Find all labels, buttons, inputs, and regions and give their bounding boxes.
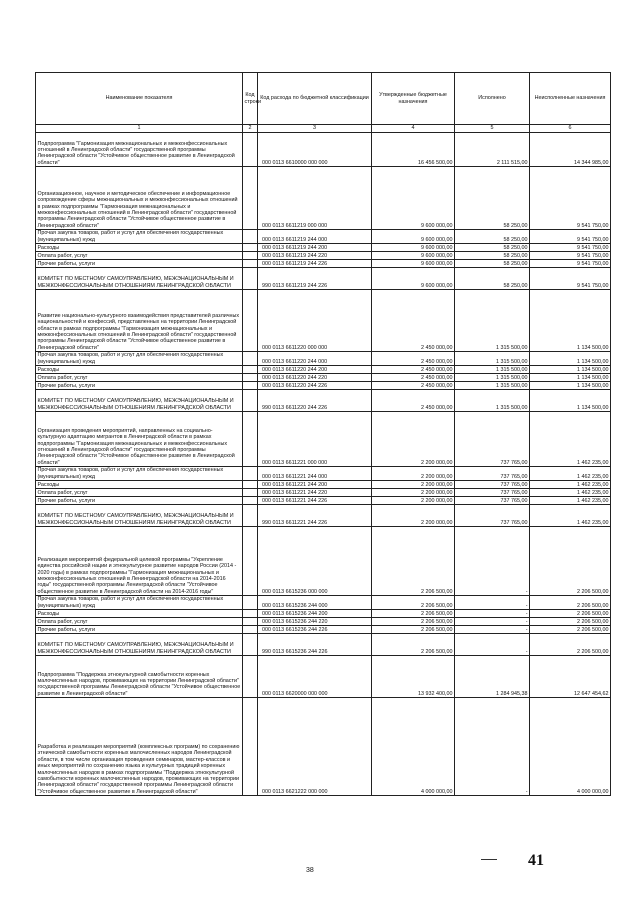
row-executed: 737 765,00 [455, 412, 530, 467]
row-approved: 2 206 500,00 [372, 626, 455, 634]
table-row [36, 412, 611, 467]
row-approved: 13 932 400,00 [372, 656, 455, 698]
row-budget-code: 000 0113 6620000 000 000 [258, 656, 372, 698]
row-unexecuted: 1 462 235,00 [530, 497, 611, 505]
row-line-code [243, 352, 258, 366]
row-approved: 2 200 000,00 [372, 497, 455, 505]
row-line-code [243, 698, 258, 796]
row-name: Прочая закупка товаров, работ и услуг для обеспечения государственных (муниципальных) нужд [36, 230, 243, 244]
row-line-code [243, 382, 258, 390]
row-line-code [243, 634, 258, 656]
row-line-code [243, 374, 258, 382]
row-approved: 2 206 500,00 [372, 634, 455, 656]
pen-mark [481, 859, 497, 860]
row-line-code [243, 656, 258, 698]
row-budget-code: 990 0113 6611221 244 226 [258, 505, 372, 527]
column-index: 6 [530, 125, 611, 133]
row-unexecuted: 1 134 500,00 [530, 352, 611, 366]
row-line-code [243, 467, 258, 481]
table-row [36, 610, 611, 618]
column-index: 4 [372, 125, 455, 133]
header-row [36, 73, 611, 125]
row-executed: 1 315 500,00 [455, 352, 530, 366]
row-line-code [243, 489, 258, 497]
row-executed: 58 250,00 [455, 260, 530, 268]
row-executed: 737 765,00 [455, 497, 530, 505]
row-approved: 2 206 500,00 [372, 527, 455, 596]
row-unexecuted: 1 134 500,00 [530, 290, 611, 352]
row-executed: 58 250,00 [455, 244, 530, 252]
row-name: Оплата работ, услуг [36, 252, 243, 260]
row-budget-code: 000 0113 6611219 000 000 [258, 167, 372, 230]
row-approved: 9 600 000,00 [372, 167, 455, 230]
row-line-code [243, 366, 258, 374]
row-budget-code: 000 0113 6611220 244 000 [258, 352, 372, 366]
row-approved: 9 600 000,00 [372, 244, 455, 252]
table-row [36, 260, 611, 268]
table-row [36, 497, 611, 505]
row-executed: 1 315 500,00 [455, 390, 530, 412]
column-index-row [36, 125, 611, 133]
row-unexecuted: 1 134 500,00 [530, 366, 611, 374]
header-executed: Исполнено [455, 73, 530, 125]
table-row [36, 505, 611, 527]
row-budget-code: 000 0113 6615236 244 200 [258, 610, 372, 618]
row-approved: 2 450 000,00 [372, 352, 455, 366]
handwritten-sheet-number: 41 [528, 852, 544, 869]
row-line-code [243, 268, 258, 290]
row-name: Оплата работ, услуг [36, 489, 243, 497]
row-budget-code: 000 0113 6611221 244 220 [258, 489, 372, 497]
table-row [36, 698, 611, 796]
row-name: Разработка и реализация мероприятий (комплексных программ) по сохранению этнической самобытности коренных малочисленных народов Ленинградской области, в том числе организация проведения семинаров, мастер-классов и иных мероприятий по сохранению языка и культурных традиций коренных малочисленных народов в рамках подпрограммы "Поддержка этнокультурной самобытности коренных малочисленных народов, проживающих на территории Ленинградской области" государственной программы Ленинградской области "Устойчивое общественное развитие в Ленинградской области" [36, 698, 243, 796]
table-row [36, 252, 611, 260]
row-line-code [243, 230, 258, 244]
row-name: Расходы [36, 610, 243, 618]
row-name: Организация проведения мероприятий, направленных на социально-культурную адаптацию мигрантов в Ленинградской области в рамках подпрограммы "Гармонизация межнациональных и межконфессиональных отношений в Ленинградской области" государственной программы Ленинградской области "Устойчивое общественное развитие в Ленинградской области" [36, 412, 243, 467]
row-line-code [243, 481, 258, 489]
row-unexecuted: 2 206 500,00 [530, 618, 611, 626]
row-line-code [243, 527, 258, 596]
row-approved: 2 200 000,00 [372, 505, 455, 527]
table-row [36, 634, 611, 656]
row-unexecuted: 2 206 500,00 [530, 596, 611, 610]
row-budget-code: 000 0113 6611219 244 200 [258, 244, 372, 252]
row-executed: - [455, 618, 530, 626]
row-unexecuted: 9 541 750,00 [530, 260, 611, 268]
row-unexecuted: 9 541 750,00 [530, 167, 611, 230]
row-executed: 737 765,00 [455, 505, 530, 527]
row-budget-code: 990 0113 6611220 244 226 [258, 390, 372, 412]
row-approved: 2 450 000,00 [372, 374, 455, 382]
row-approved: 2 450 000,00 [372, 366, 455, 374]
row-unexecuted: 1 462 235,00 [530, 489, 611, 497]
table-row [36, 366, 611, 374]
table-body [36, 133, 611, 796]
row-name: КОМИТЕТ ПО МЕСТНОМУ САМОУПРАВЛЕНИЮ, МЕЖЭНАЦИОНАЛЬНЫМ И МЕЖКОНФЕССИОНАЛЬНЫМ ОТНОШЕНИЯМ ЛЕНИНГРАДСКОЙ ОБЛАСТИ [36, 634, 243, 656]
row-executed: 1 315 500,00 [455, 382, 530, 390]
row-budget-code: 990 0113 6615236 244 226 [258, 634, 372, 656]
row-name: Расходы [36, 481, 243, 489]
row-name: Подпрограмма "Поддержка этнокультурной самобытности коренных малочисленных народов, проживающих на территории Ленинградской области" государственной программы Ленинградской области "Устойчивое общественное развитие в Ленинградской области" [36, 656, 243, 698]
budget-table [35, 72, 611, 796]
row-unexecuted: 2 206 500,00 [530, 626, 611, 634]
row-budget-code: 000 0113 6615236 244 220 [258, 618, 372, 626]
row-approved: 2 200 000,00 [372, 412, 455, 467]
row-budget-code: 000 0113 6611220 244 220 [258, 374, 372, 382]
row-budget-code: 000 0113 6615236 244 226 [258, 626, 372, 634]
header-approved: Утвержденные бюджетные назначения [372, 73, 455, 125]
row-budget-code: 000 0113 6621222 000 000 [258, 698, 372, 796]
row-name: Прочая закупка товаров, работ и услуг для обеспечения государственных (муниципальных) нужд [36, 467, 243, 481]
row-unexecuted: 2 206 500,00 [530, 610, 611, 618]
row-unexecuted: 9 541 750,00 [530, 252, 611, 260]
row-unexecuted: 9 541 750,00 [530, 230, 611, 244]
table-row [36, 230, 611, 244]
table-row [36, 618, 611, 626]
row-executed: 58 250,00 [455, 268, 530, 290]
row-executed: 1 315 500,00 [455, 366, 530, 374]
row-name: Развитие национально-культурного взаимодействия представителей различных национальностей и конфессий, представленных на территории Ленинградской области в рамках подпрограммы "Гармонизация межнациональных и межконфессиональных отношений в Ленинградской области" государственной программы Ленинградской области "Устойчивое общественное развитие в Ленинградской области" [36, 290, 243, 352]
row-line-code [243, 260, 258, 268]
column-index: 2 [243, 125, 258, 133]
row-budget-code: 000 0113 6611219 244 000 [258, 230, 372, 244]
row-name: КОМИТЕТ ПО МЕСТНОМУ САМОУПРАВЛЕНИЮ, МЕЖЭНАЦИОНАЛЬНЫМ И МЕЖКОНФЕССИОНАЛЬНЫМ ОТНОШЕНИЯМ ЛЕНИНГРАДСКОЙ ОБЛАСТИ [36, 505, 243, 527]
row-name: Организационное, научное и методическое обеспечение и информационное сопровождение сферы межнациональных и межконфессиональных отношений в рамках подпрограммы "Гармонизация межнациональных и межконфессиональных отношений в Ленинградской области" государственной программы Ленинградской области "Устойчивое общественное развитие в Ленинградской области" [36, 167, 243, 230]
page-number: 38 [306, 867, 314, 874]
row-name: КОМИТЕТ ПО МЕСТНОМУ САМОУПРАВЛЕНИЮ, МЕЖЭНАЦИОНАЛЬНЫМ И МЕЖКОНФЕССИОНАЛЬНЫМ ОТНОШЕНИЯМ ЛЕНИНГРАДСКОЙ ОБЛАСТИ [36, 390, 243, 412]
row-executed: 1 315 500,00 [455, 290, 530, 352]
row-approved: 9 600 000,00 [372, 230, 455, 244]
row-executed: 58 250,00 [455, 230, 530, 244]
table-row [36, 374, 611, 382]
row-executed: 1 284 945,38 [455, 656, 530, 698]
row-approved: 9 600 000,00 [372, 260, 455, 268]
table-row [36, 268, 611, 290]
header-unexecuted: Неисполненные назначения [530, 73, 611, 125]
row-line-code [243, 596, 258, 610]
row-approved: 2 200 000,00 [372, 489, 455, 497]
row-approved: 2 450 000,00 [372, 290, 455, 352]
row-unexecuted: 12 647 454,62 [530, 656, 611, 698]
row-name: Реализация мероприятий федеральной целевой программы "Укрепление единства российской нации и этнокультурное развитие народов России (2014 - 2020 годы) в рамках подпрограммы "Гармонизация межнациональных и межконфессиональных отношений в Ленинградской области на 2014-2016 годы" государственной программы Ленинградской области "Устойчивое общественное развитие в Ленинградской области на 2014-2016 годы" [36, 527, 243, 596]
row-unexecuted: 1 134 500,00 [530, 374, 611, 382]
row-unexecuted: 1 134 500,00 [530, 382, 611, 390]
row-unexecuted: 14 344 985,00 [530, 133, 611, 167]
row-name: КОМИТЕТ ПО МЕСТНОМУ САМОУПРАВЛЕНИЮ, МЕЖЭНАЦИОНАЛЬНЫМ И МЕЖКОНФЕССИОНАЛЬНЫМ ОТНОШЕНИЯМ ЛЕНИНГРАДСКОЙ ОБЛАСТИ [36, 268, 243, 290]
row-line-code [243, 497, 258, 505]
row-line-code [243, 390, 258, 412]
row-line-code [243, 167, 258, 230]
row-executed: 1 315 500,00 [455, 374, 530, 382]
row-budget-code: 000 0113 6611219 244 220 [258, 252, 372, 260]
row-unexecuted: 9 541 750,00 [530, 244, 611, 252]
row-budget-code: 000 0113 6615236 244 000 [258, 596, 372, 610]
row-budget-code: 000 0113 6610000 000 000 [258, 133, 372, 167]
row-unexecuted: 1 462 235,00 [530, 505, 611, 527]
row-executed: - [455, 626, 530, 634]
table-row [36, 290, 611, 352]
row-budget-code: 000 0113 6611220 000 000 [258, 290, 372, 352]
row-name: Прочая закупка товаров, работ и услуг для обеспечения государственных (муниципальных) нужд [36, 596, 243, 610]
row-name: Расходы [36, 244, 243, 252]
row-approved: 2 450 000,00 [372, 382, 455, 390]
row-unexecuted: 2 206 500,00 [530, 527, 611, 596]
row-budget-code: 000 0113 6611221 000 000 [258, 412, 372, 467]
row-approved: 4 000 000,00 [372, 698, 455, 796]
row-executed: 2 111 515,00 [455, 133, 530, 167]
row-name: Оплата работ, услуг [36, 374, 243, 382]
row-line-code [243, 505, 258, 527]
row-name: Прочие работы, услуги [36, 260, 243, 268]
header-name: Наименование показателя [36, 73, 243, 125]
column-index: 1 [36, 125, 243, 133]
row-name: Прочая закупка товаров, работ и услуг для обеспечения государственных (муниципальных) нужд [36, 352, 243, 366]
row-budget-code: 000 0113 6611220 244 200 [258, 366, 372, 374]
row-unexecuted: 9 541 750,00 [530, 268, 611, 290]
table-row [36, 489, 611, 497]
row-name: Прочие работы, услуги [36, 382, 243, 390]
header-budget-code: Код расхода по бюджетной классификации [258, 73, 372, 125]
header-line-code: Код строки [243, 73, 258, 125]
row-name: Расходы [36, 366, 243, 374]
row-executed: - [455, 527, 530, 596]
table-row [36, 626, 611, 634]
row-unexecuted: 1 462 235,00 [530, 467, 611, 481]
table-row [36, 596, 611, 610]
row-line-code [243, 412, 258, 467]
row-approved: 2 206 500,00 [372, 618, 455, 626]
table-row [36, 527, 611, 596]
row-executed: - [455, 698, 530, 796]
row-line-code [243, 618, 258, 626]
row-line-code [243, 290, 258, 352]
row-executed: 58 250,00 [455, 252, 530, 260]
row-executed: 737 765,00 [455, 467, 530, 481]
row-name: Оплата работ, услуг [36, 618, 243, 626]
row-approved: 16 456 500,00 [372, 133, 455, 167]
row-executed: 737 765,00 [455, 489, 530, 497]
row-unexecuted: 1 462 235,00 [530, 412, 611, 467]
row-unexecuted: 4 000 000,00 [530, 698, 611, 796]
table-row [36, 390, 611, 412]
row-budget-code: 000 0113 6615236 000 000 [258, 527, 372, 596]
row-name: Подпрограмма "Гармонизация межнациональных и межконфессиональных отношений в Ленинградской области" государственной программы Ленинградской области "Устойчивое общественное развитие в Ленинградской области" [36, 133, 243, 167]
row-budget-code: 000 0113 6611219 244 226 [258, 260, 372, 268]
row-name: Прочие работы, услуги [36, 626, 243, 634]
table-row [36, 467, 611, 481]
column-index: 5 [455, 125, 530, 133]
table-row [36, 133, 611, 167]
table-row [36, 382, 611, 390]
row-approved: 2 206 500,00 [372, 596, 455, 610]
table-row [36, 481, 611, 489]
row-budget-code: 990 0113 6611219 244 226 [258, 268, 372, 290]
row-budget-code: 000 0113 6611221 244 200 [258, 481, 372, 489]
row-line-code [243, 626, 258, 634]
row-executed: - [455, 596, 530, 610]
table-row [36, 352, 611, 366]
row-line-code [243, 133, 258, 167]
row-line-code [243, 244, 258, 252]
table-row [36, 167, 611, 230]
row-unexecuted: 1 462 235,00 [530, 481, 611, 489]
table-row [36, 656, 611, 698]
row-budget-code: 000 0113 6611220 244 226 [258, 382, 372, 390]
row-approved: 9 600 000,00 [372, 268, 455, 290]
row-budget-code: 000 0113 6611221 244 000 [258, 467, 372, 481]
table-row [36, 244, 611, 252]
row-approved: 2 450 000,00 [372, 390, 455, 412]
row-line-code [243, 610, 258, 618]
row-executed: 737 765,00 [455, 481, 530, 489]
row-line-code [243, 252, 258, 260]
row-approved: 2 200 000,00 [372, 467, 455, 481]
row-executed: - [455, 634, 530, 656]
column-index: 3 [258, 125, 372, 133]
row-approved: 9 600 000,00 [372, 252, 455, 260]
row-budget-code: 000 0113 6611221 244 226 [258, 497, 372, 505]
row-executed: - [455, 610, 530, 618]
row-approved: 2 206 500,00 [372, 610, 455, 618]
row-executed: 58 250,00 [455, 167, 530, 230]
row-unexecuted: 2 206 500,00 [530, 634, 611, 656]
row-name: Прочие работы, услуги [36, 497, 243, 505]
row-approved: 2 200 000,00 [372, 481, 455, 489]
row-unexecuted: 1 134 500,00 [530, 390, 611, 412]
